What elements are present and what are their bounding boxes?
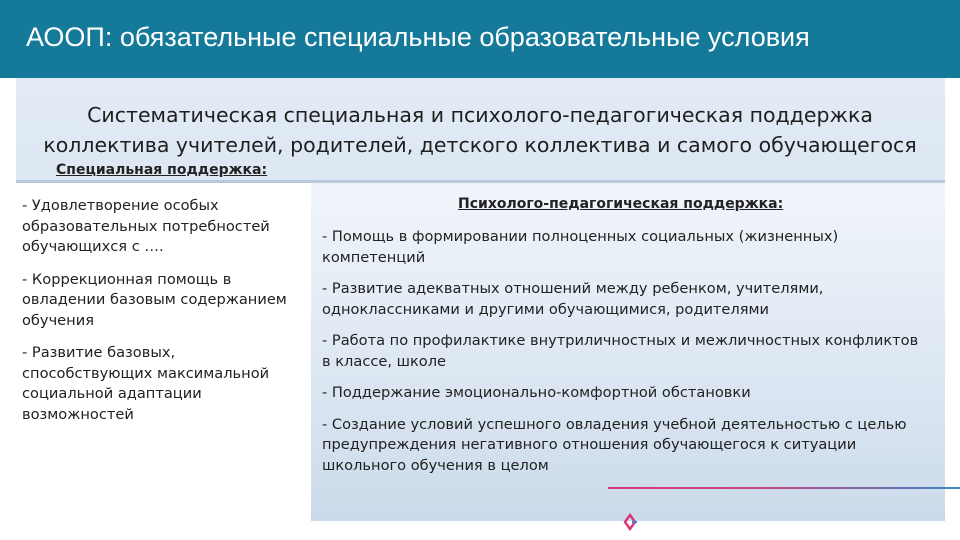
- list-item: - Помощь в формировании полноценных социальных (жизненных) компетенций: [322, 228, 839, 266]
- list-item: - Поддержание эмоционально-комфортной обстановки: [322, 384, 751, 401]
- list-item: - Работа по профилактике внутриличностных и межличностных конфликтов в классе, школе: [322, 332, 919, 370]
- special-support-heading: Специальная поддержка:: [56, 162, 268, 178]
- organization-logo-icon: [621, 513, 639, 531]
- special-support-list: [22, 196, 307, 437]
- panel-title: [0, 100, 960, 160]
- psych-support-list: [322, 227, 922, 487]
- list-item: - Коррекционная помощь в овладении базовым содержанием обучения: [22, 270, 287, 329]
- panel-title-line-1: Систематическая специальная и психолого-педагогическая поддержка: [87, 103, 873, 127]
- psych-support-heading: Психолого-педагогическая поддержка:: [458, 196, 784, 212]
- footer-accent-line: [608, 487, 960, 489]
- panel-title-line-2: коллектива учителей, родителей, детского коллектива и самого обучающегося: [43, 133, 917, 157]
- list-item: - Развитие адекватных отношений между ребенком, учителями, одноклассниками и другими обучающимися, родителями: [322, 280, 824, 318]
- header-bar: [0, 0, 960, 78]
- list-item: - Создание условий успешного овладения учебной деятельностью с целью предупреждения негативного отношения обучающегося к ситуации школьного обучения в целом: [322, 415, 907, 474]
- slide-title: АООП: обязательные специальные образовательные условия: [26, 22, 810, 52]
- list-item: - Развитие базовых, способствующих максимальной социальной адаптации возможностей: [22, 344, 270, 423]
- list-item: - Удовлетворение особых образовательных потребностей обучающихся с ….: [22, 197, 270, 255]
- footer-organization-text: [646, 514, 886, 522]
